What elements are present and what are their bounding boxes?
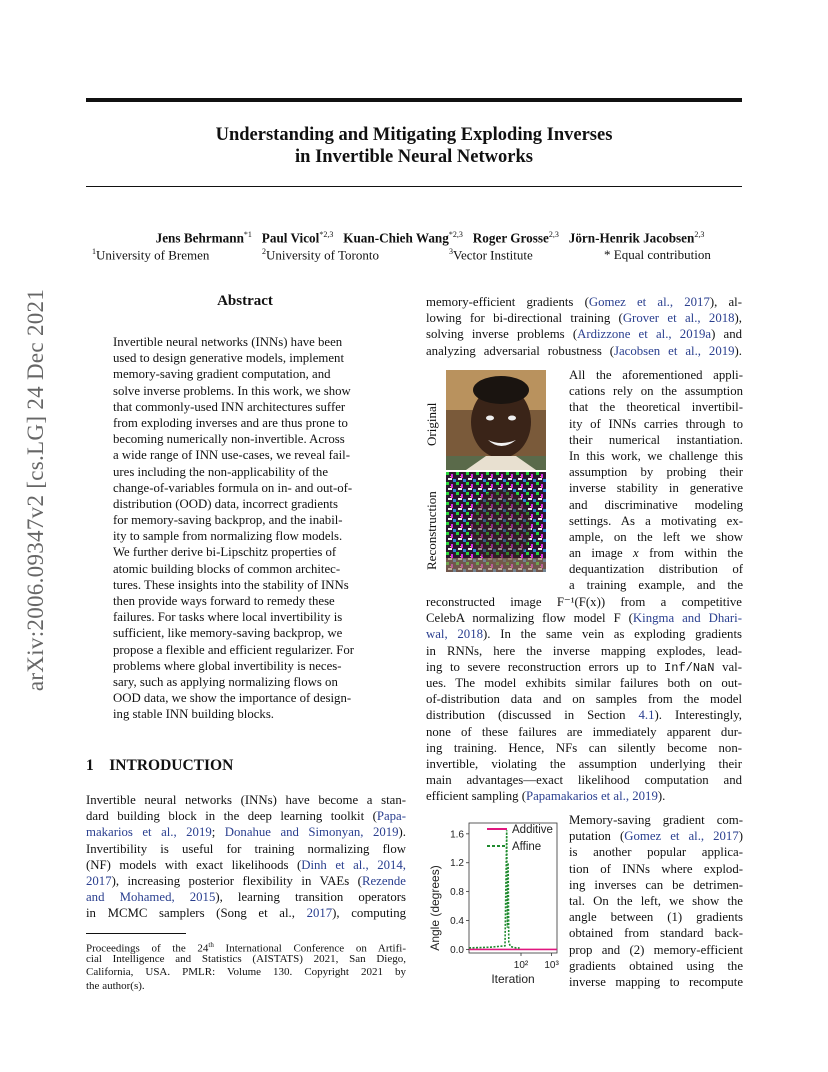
y-axis-label: Angle (degrees): [428, 865, 442, 951]
text-line: dequantization distribution of: [569, 562, 743, 577]
text-line: their numerical instantiation.: [569, 432, 743, 447]
text-line: inverse mapping to recompute: [569, 974, 743, 989]
section-heading: [86, 757, 233, 775]
affiliation: $^2$University of Toronto: [262, 247, 379, 263]
text-line: main advantages—exact likelihood computation and: [426, 773, 742, 788]
title-bottom-rule: [86, 186, 742, 187]
text-line: and discriminative modeling: [569, 497, 743, 512]
affiliation: $^1$University of Bremen: [92, 247, 210, 263]
text-line: ures including the non-applicability of the: [113, 464, 329, 479]
x-tick-label: 10³: [544, 960, 559, 971]
text-line: prop and (2) memory-efficient: [569, 942, 743, 957]
x-axis-label: Iteration: [491, 972, 535, 986]
text-line: change-of-variables formula on in- and out-of-: [113, 480, 353, 495]
text-line: sary, such as applying normalizing flows on: [113, 674, 338, 689]
author-name: Roger Grosse: [472, 230, 549, 246]
y-tick-label: 0.4: [450, 916, 464, 927]
text-line: In this work, we challenge this: [569, 448, 743, 463]
footnote-rule: [86, 933, 186, 934]
footnote-line: Proceedings of the 24th International Conference on Artifi-: [86, 941, 406, 955]
figure-label-reconstruction: Reconstruction: [424, 491, 439, 570]
legend-label: Affine: [512, 841, 542, 853]
text-line: inverse stability in generative: [569, 481, 743, 496]
title-line: Understanding and Mitigating Exploding Inverses: [215, 125, 613, 145]
text-line: becoming numerically non-invertible. Across: [113, 432, 345, 447]
text-line: Invertible neural networks (INNs) have been: [113, 335, 343, 349]
title-line: in Invertible Neural Networks: [295, 147, 533, 167]
text-line: obtained from standard back-: [569, 926, 743, 941]
text-line: tal. On the left, we show the: [569, 893, 743, 908]
text-line: cations rely on the assumption: [569, 384, 743, 399]
y-tick-label: 0.0: [450, 944, 464, 956]
text-line: ing inverses can be detrimen-: [569, 877, 743, 892]
author-marker: 2,3: [548, 230, 559, 239]
text-line: for memory-saving backprop, and the inabil-: [113, 513, 343, 528]
footnote-line: the author(s).: [86, 979, 145, 992]
text-line: used to design generative models, implement: [113, 351, 345, 366]
text-line: Invertibility is useful for training normalizing flow: [86, 841, 406, 856]
abstract-body: [113, 334, 376, 723]
text-line: a wide range of INN use-cases, we reveal fail-: [113, 448, 350, 463]
affiliation: $^3$Vector Institute: [449, 247, 533, 263]
text-line: ing stable INN building blocks.: [113, 707, 275, 722]
right-mid-paragraph: [426, 594, 742, 804]
text-line: memory-saving gradient computation, and: [113, 367, 331, 382]
text-line: of-distribution data and on samples from the model: [426, 692, 742, 707]
text-line: sufficient, like memory-saving backprop, we: [113, 626, 343, 641]
author-list: [60, 230, 800, 246]
footnote: [86, 939, 406, 993]
author-marker: *2,3: [319, 230, 334, 239]
text-line: distribution (discussed in Section 4.1). Interestingly,: [426, 708, 742, 723]
text-line: and Mohamed, 2015), learning transition operators: [86, 890, 406, 905]
reconstruction-image: [446, 472, 546, 572]
author-marker: *2,3: [448, 230, 463, 239]
text-line: invertible, violating the assumption underlying their: [426, 756, 742, 771]
right-bottom-paragraph: [569, 812, 743, 990]
text-line: none of these failures are immediately apparent dur-: [426, 724, 742, 739]
text-line: atomic building blocks of common architec-: [113, 561, 341, 576]
author-marker: *1: [243, 230, 252, 239]
text-line: from exploding inverses and are thus prone to: [113, 415, 348, 430]
y-tick-label: 1.6: [450, 829, 464, 841]
title-top-rule: [86, 98, 742, 102]
text-line: lowing for bi-directional training (Grover et al., 2018),: [426, 311, 742, 326]
angle-chart: [427, 813, 567, 991]
text-line: tion of INNs where explod-: [569, 861, 743, 876]
author-name: Paul Vicol: [261, 230, 320, 246]
author-marker: 2,3: [694, 230, 705, 239]
text-line: settings. As a motivating ex-: [569, 513, 743, 528]
figure-label-original: Original: [424, 402, 439, 446]
text-line: 2017), increasing posterior flexibility in VAEs (Rezende: [86, 873, 406, 888]
text-line: reconstructed image F⁻¹(F(x)) from a competitive: [426, 595, 742, 609]
text-line: ity to sample from normalizing flow models.: [113, 529, 343, 544]
text-line: that commonly-used INN architectures suffer: [113, 399, 346, 414]
intro-paragraph: [86, 792, 406, 922]
text-line: CelebA normalizing flow model F (Kingma and Dhari-: [426, 611, 742, 626]
text-line: distribution (OOD) data, incorrect gradients: [113, 496, 338, 511]
footnote-line: cial Intelligence and Statistics (AISTATS) 2021, San Diego,: [86, 952, 406, 965]
text-line: analyzing adversarial robustness (Jacobsen et al., 2019).: [426, 343, 742, 358]
text-line: We further derive bi-Lipschitz properties of: [113, 545, 337, 560]
text-line: makarios et al., 2019; Donahue and Simonyan, 2019).: [86, 825, 407, 840]
text-line: memory-efficient gradients (Gomez et al., 2017), al-: [426, 295, 742, 309]
text-line: an image x from within the: [569, 546, 743, 561]
text-line: OOD data, we show the importance of design-: [113, 691, 352, 706]
text-line: failures. For tasks where local invertibility is: [113, 610, 343, 625]
text-line: ample, on the left we show: [569, 529, 743, 544]
legend-label: Additive: [512, 824, 553, 836]
right-top-paragraph: [426, 294, 742, 359]
text-line: is another popular applica-: [569, 845, 743, 860]
text-line: ues. The model exhibits similar failures both on out-: [426, 675, 742, 690]
x-tick-label: 10²: [513, 960, 529, 971]
wrap-paragraph: [569, 367, 743, 594]
text-line: putation (Gomez et al., 2017): [569, 829, 743, 844]
text-line: then provide ways forward to remedy these: [113, 594, 335, 608]
affiliation: * Equal contribution: [604, 247, 711, 262]
author-name: Jörn-Henrik Jacobsen: [568, 230, 695, 246]
text-line: ity of INNs carries through to: [569, 416, 743, 431]
section-number: 1: [86, 757, 94, 774]
text-line: Memory-saving gradient com-: [569, 813, 743, 827]
footnote-line: California, USA. PMLR: Volume 130. Copyright 2021 by: [86, 966, 406, 978]
text-line: propose a flexible and efficient regularizer. For: [113, 642, 355, 657]
text-line: efficient sampling (Papamakarios et al., 2019).: [426, 789, 666, 804]
text-line: solve inverse problems. In this work, we show: [113, 383, 351, 398]
text-line: assumption by probing their: [569, 465, 743, 480]
text-line: tures. These insights into the stability of INNs: [113, 577, 349, 592]
text-line: dard building block in the deep learning toolkit (Papa-: [86, 809, 406, 824]
author-name: Kuan-Chieh Wang: [343, 230, 449, 246]
text-line: that the theoretical invertibil-: [569, 400, 743, 415]
text-line: ing to severe reconstruction errors up to Inf/NaN val-: [426, 659, 742, 675]
section-title: INTRODUCTION: [109, 757, 234, 774]
text-line: in RNNs, here the inverse mapping explodes, lead-: [426, 643, 742, 658]
text-line: a training example, and the: [569, 578, 743, 593]
text-line: (NF) models with exact likelihoods (Dinh et al., 2014,: [86, 857, 406, 872]
y-tick-label: 0.8: [450, 887, 464, 899]
paper-title: [0, 124, 828, 168]
text-line: All the aforementioned appli-: [569, 368, 743, 382]
text-line: gradients obtained using the: [569, 958, 743, 973]
original-image: [446, 370, 546, 470]
text-line: problems where global invertibility is neces-: [113, 658, 342, 673]
text-line: ing training. Hence, NFs can silently become non-: [426, 740, 742, 755]
text-line: wal, 2018). In the same vein as exploding gradients: [426, 627, 742, 642]
arxiv-stamp: arXiv:2006.09347v2 [cs.LG] 24 Dec 2021: [23, 288, 48, 692]
text-line: Invertible neural networks (INNs) have become a stan-: [86, 793, 406, 807]
text-line: angle between (1) gradients: [569, 910, 743, 925]
y-tick-label: 1.2: [450, 858, 464, 870]
text-line: solving inverse problems (Ardizzone et al., 2019a) and: [426, 327, 742, 342]
abstract-heading: Abstract: [217, 293, 273, 309]
text-line: in MCMC samplers (Song et al., 2017), computing: [86, 906, 406, 921]
author-name: Jens Behrmann: [155, 230, 244, 246]
